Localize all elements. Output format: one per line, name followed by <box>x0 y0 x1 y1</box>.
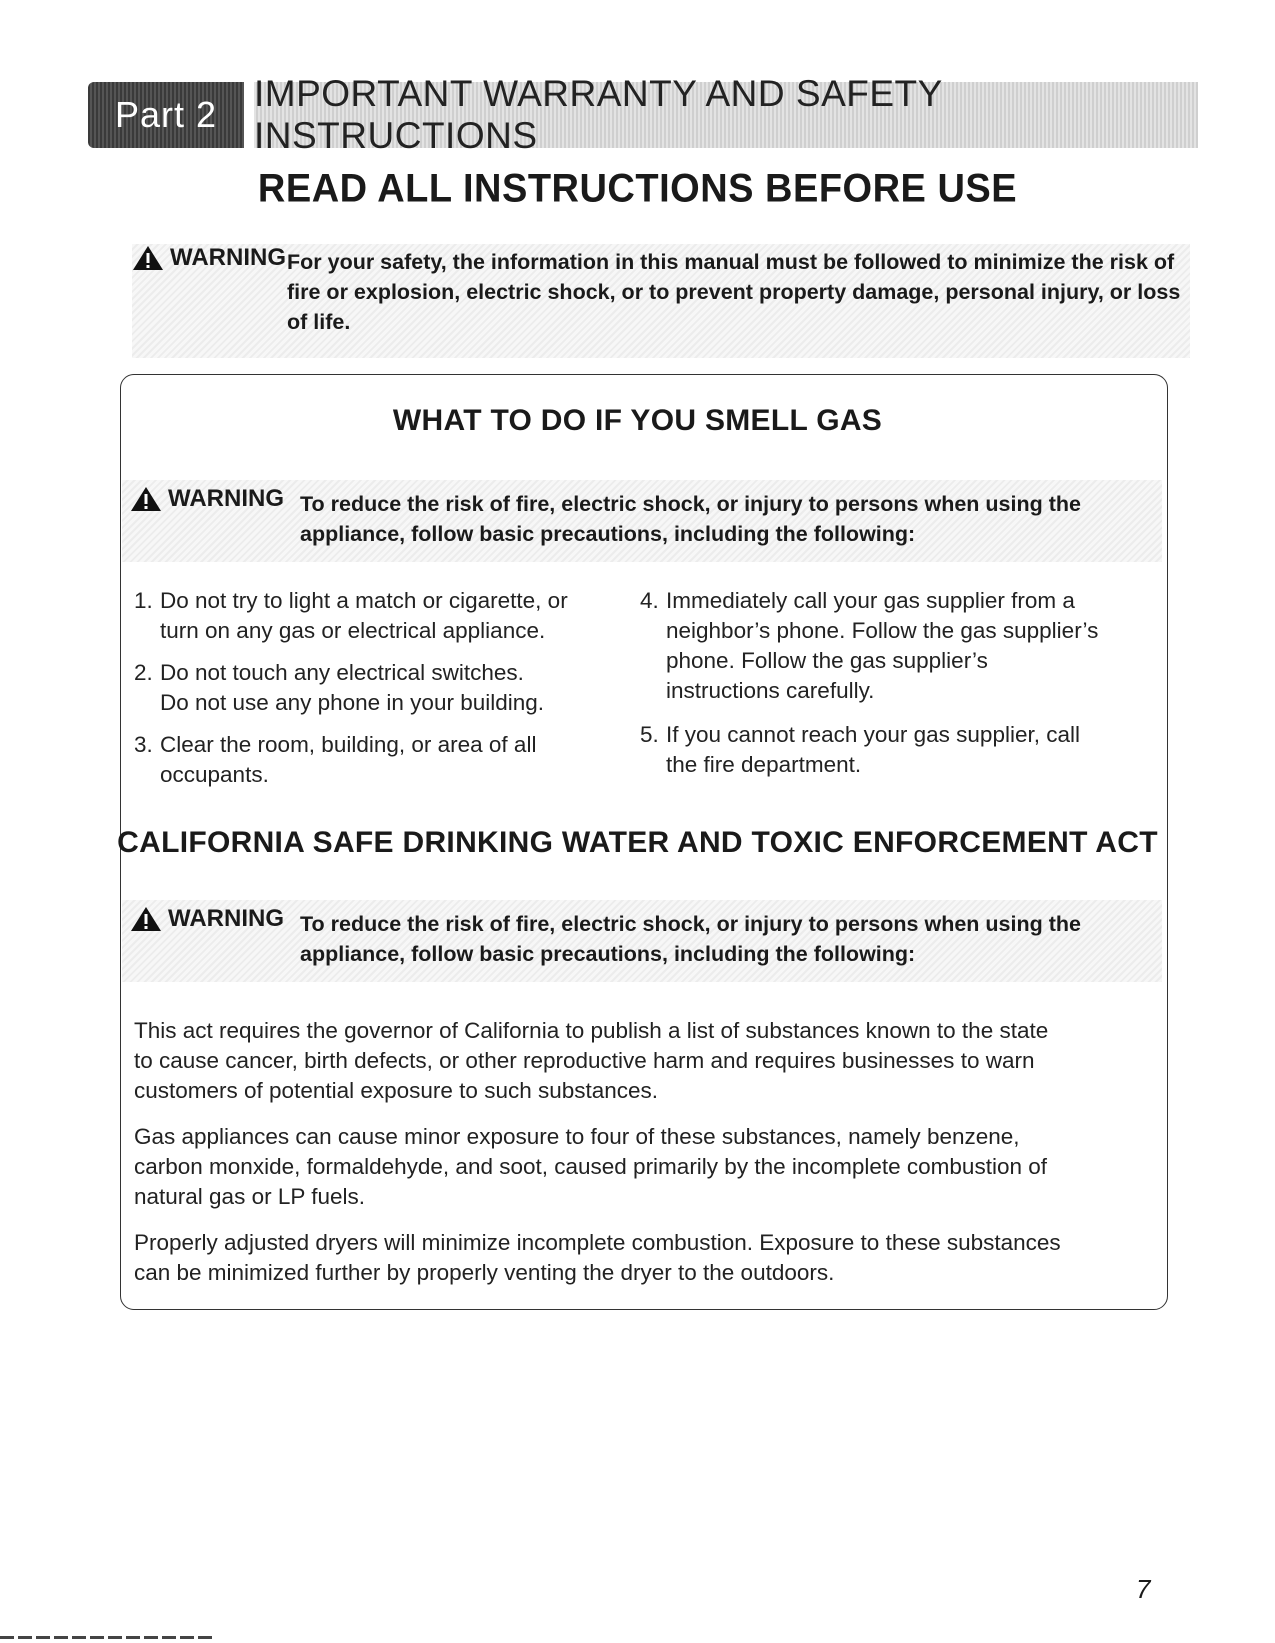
section-title: IMPORTANT WARRANTY AND SAFETY INSTRUCTIONS <box>254 73 943 156</box>
california-warning-text: To reduce the risk of fire, electric shock, or injury to persons when using the appliance, follow basic precautions, including the following: <box>300 912 1081 966</box>
gas-steps-right <box>640 586 1150 792</box>
gas-section-heading: WHAT TO DO IF YOU SMELL GAS <box>392 404 883 437</box>
part-tab <box>88 82 244 148</box>
gas-warning-label: WARNING <box>130 485 284 513</box>
paragraph: Gas appliances can cause minor exposure to four of these substances, namely benzene, carbon monxide, formaldehyde, and soot, caused primarily by the incomplete combustion of natural gas or LP fuels. <box>134 1124 1047 1209</box>
gas-steps-left <box>134 586 594 802</box>
top-warning-label: WARNING <box>132 244 286 272</box>
california-warning-label: WARNING <box>130 905 284 933</box>
warning-triangle-icon <box>130 486 162 512</box>
list-item: 5. If you cannot reach your gas supplier, call the fire department. <box>640 722 1080 777</box>
part-label: Part 2 <box>114 94 218 135</box>
page-number: 7 <box>1136 1574 1151 1604</box>
scan-edge-mark <box>0 1636 215 1639</box>
list-item: 4. Immediately call your gas supplier from a neighbor’s phone. Follow the gas supplier’s phone. Follow the gas supplier’s instructions carefully. <box>640 588 1099 703</box>
gas-warning-text: To reduce the risk of fire, electric shock, or injury to persons when using the appliance, follow basic precautions, including the following: <box>300 492 1081 546</box>
california-section-heading: CALIFORNIA SAFE DRINKING WATER AND TOXIC ENFORCEMENT ACT <box>117 826 1158 859</box>
list-item: 2. Do not touch any electrical switches. Do not use any phone in your building. <box>134 660 545 715</box>
top-warning-text: For your safety, the information in this manual must be followed to minimize the risk of fire or explosion, electric shock, or to prevent property damage, personal injury, or loss of life. <box>287 250 1181 334</box>
warning-triangle-icon <box>130 906 162 932</box>
paragraph: Properly adjusted dryers will minimize incomplete combustion. Exposure to these substances can be minimized further by properly venting the dryer to the outdoors. <box>134 1230 1061 1285</box>
paragraph: This act requires the governor of California to publish a list of substances known to the state to cause cancer, birth defects, or other reproductive harm and requires businesses to warn customers of potential exposure to such substances. <box>134 1018 1049 1103</box>
section-title-band <box>254 73 1198 156</box>
warning-triangle-icon <box>132 245 164 271</box>
list-item: 3. Clear the room, building, or area of all occupants. <box>134 732 537 787</box>
main-heading: READ ALL INSTRUCTIONS BEFORE USE <box>257 166 1018 212</box>
list-item: 1. Do not try to light a match or cigarette, or turn on any gas or electrical appliance. <box>134 588 568 643</box>
